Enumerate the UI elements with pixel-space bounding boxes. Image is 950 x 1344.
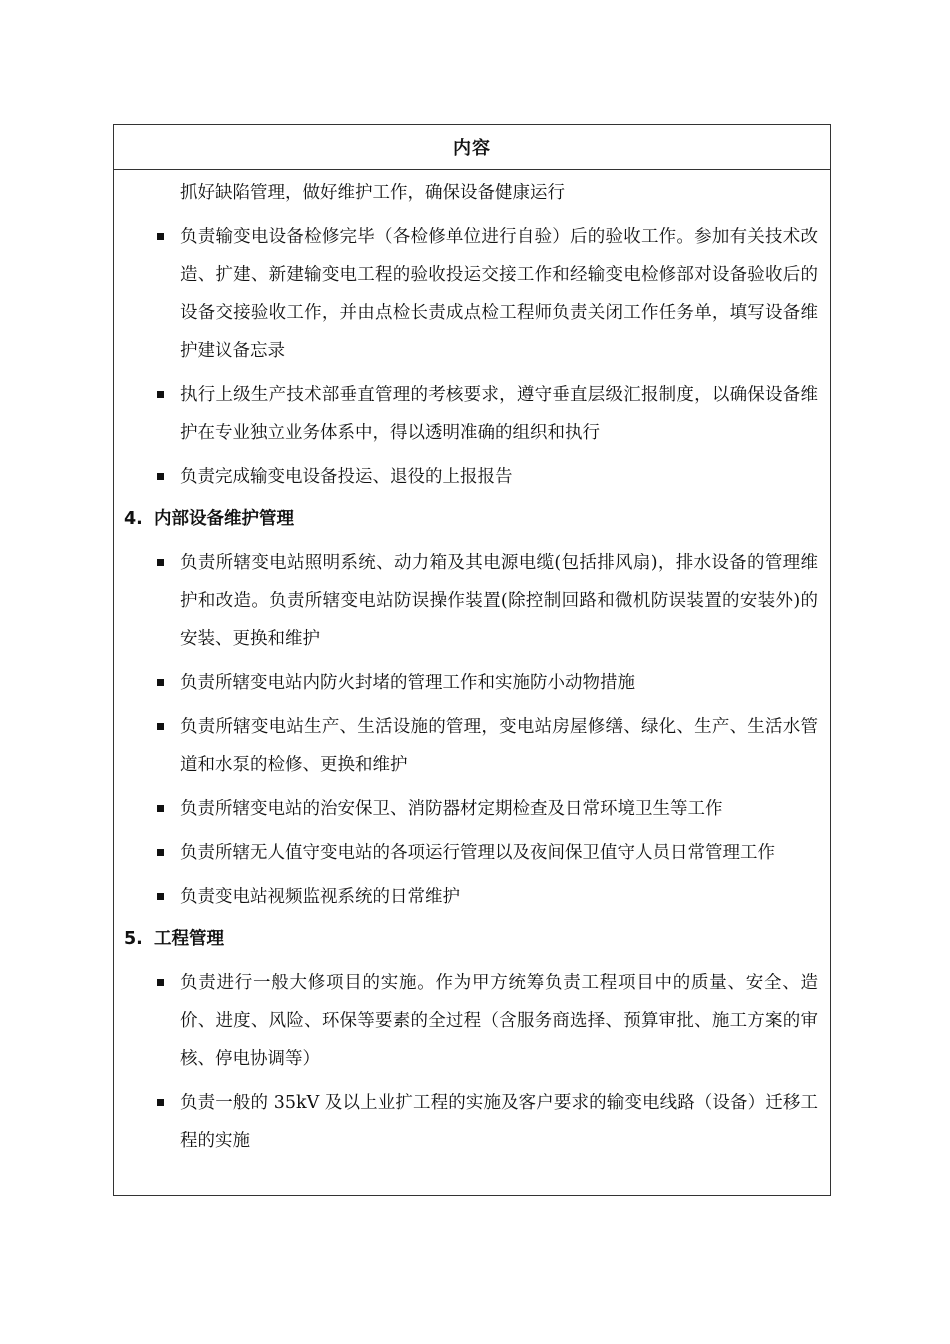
square-bullet-icon	[124, 218, 180, 370]
square-bullet-icon	[124, 878, 180, 916]
list-item-text: 负责进行一般大修项目的实施。作为甲方统筹负责工程项目中的质量、安全、造价、进度、风险、环保等要素的全过程（含服务商选择、预算审批、施工方案的审核、停电协调等）	[180, 973, 818, 1069]
list-item	[124, 964, 820, 1078]
section-title: 工程管理	[154, 929, 224, 949]
square-bullet-icon	[124, 1084, 180, 1160]
table-header: 内容	[114, 125, 830, 170]
square-bullet-icon	[124, 834, 180, 872]
section-heading	[124, 920, 820, 958]
list-item-text: 执行上级生产技术部垂直管理的考核要求，遵守垂直层级汇报制度，以确保设备维护在专业独立业务体系中，得以透明准确的组织和执行	[180, 385, 818, 443]
square-bullet-icon	[124, 544, 180, 658]
square-bullet-icon	[124, 376, 180, 452]
list-item-text: 负责所辖无人值守变电站的各项运行管理以及夜间保卫值守人员日常管理工作	[180, 843, 775, 863]
list-item	[124, 218, 820, 370]
section-number: 5.	[124, 929, 143, 949]
intro-line: 抓好缺陷管理，做好维护工作，确保设备健康运行	[180, 183, 565, 203]
content-table	[113, 124, 831, 1196]
list-item-text: 负责所辖变电站内防火封堵的管理工作和实施防小动物措施	[180, 673, 635, 693]
list-item	[124, 834, 820, 872]
list-item-text: 负责变电站视频监视系统的日常维护	[180, 887, 460, 907]
table-body	[114, 174, 830, 1160]
section-heading	[124, 500, 820, 538]
list-item-text: 负责一般的 35kV 及以上业扩工程的实施及客户要求的输变电线路（设备）迁移工程的实施	[180, 1093, 818, 1151]
section-title: 内部设备维护管理	[154, 509, 294, 529]
list-item-text: 负责输变电设备检修完毕（各检修单位进行自验）后的验收工作。参加有关技术改造、扩建、新建输变电工程的验收投运交接工作和经输变电检修部对设备验收后的设备交接验收工作，并由点检长责成点检工程师负责关闭工作任务单，填写设备维护建议备忘录	[180, 227, 818, 361]
list-item	[124, 376, 820, 452]
section-number: 4.	[124, 509, 143, 529]
square-bullet-icon	[124, 458, 180, 496]
square-bullet-icon	[124, 664, 180, 702]
list-item-text: 负责所辖变电站生产、生活设施的管理，变电站房屋修缮、绿化、生产、生活水管道和水泵的检修、更换和维护	[180, 717, 818, 775]
list-item	[124, 790, 820, 828]
list-item	[124, 664, 820, 702]
list-item-text: 负责完成输变电设备投运、退役的上报报告	[180, 467, 513, 487]
list-item	[124, 544, 820, 658]
list-item	[124, 458, 820, 496]
list-item	[124, 708, 820, 784]
list-item	[124, 1084, 820, 1160]
list-item-text: 负责所辖变电站照明系统、动力箱及其电源电缆(包括排风扇)，排水设备的管理维护和改造。负责所辖变电站防误操作装置(除控制回路和微机防误装置的安装外)的安装、更换和维护	[180, 553, 818, 649]
square-bullet-icon	[124, 964, 180, 1078]
square-bullet-icon	[124, 790, 180, 828]
list-item-text: 负责所辖变电站的治安保卫、消防器材定期检查及日常环境卫生等工作	[180, 799, 723, 819]
square-bullet-icon	[124, 708, 180, 784]
list-item	[124, 878, 820, 916]
